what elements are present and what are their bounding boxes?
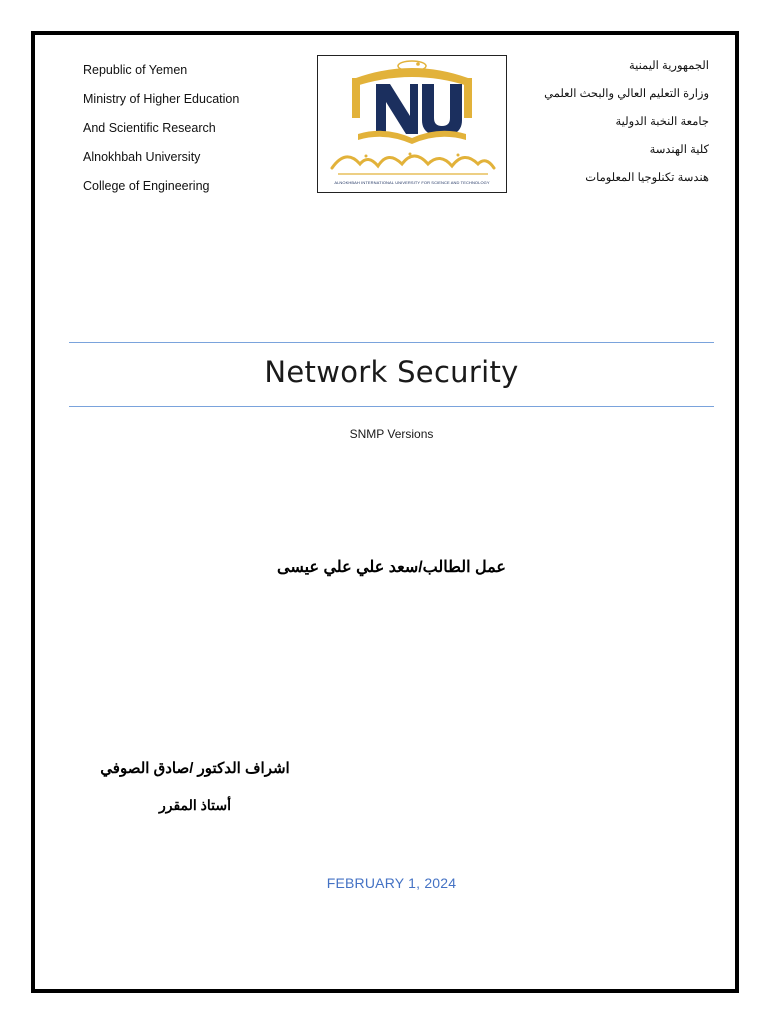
header-english-block [83,63,239,208]
header-arabic-block [544,59,709,199]
header-en-line-4: Alnokhbah University [83,150,201,164]
header-ar-line-2: وزارة التعليم العالي والبحث العلمي [544,88,709,100]
logo-caption: ALNOKHBAH INTERNATIONAL UNIVERSITY FOR SCIENCE AND TECHNOLOGY [334,180,490,185]
document-date: FEBRUARY 1, 2024 [326,875,457,891]
header-ar-line-4: كلية الهندسة [649,144,709,156]
header-en-line-3: And Scientific Research [83,121,216,135]
title-rule-bottom [69,406,714,407]
university-logo-graphic [318,56,506,192]
document-subtitle: SNMP Versions [349,427,434,441]
title-rule-top [69,342,714,343]
student-name: عمل الطالب/سعد علي علي عيسى [277,559,506,576]
header-en-line-2: Ministry of Higher Education [83,92,240,106]
header-ar-line-1: الجمهورية اليمنية [628,60,709,72]
supervisor-role: أستاذ المقرر [158,797,232,813]
document-title: Network Security [264,355,519,389]
header-en-line-5: College of Engineering [83,179,210,193]
supervisor-name: اشراف الدكتور /صادق الصوفي [100,760,290,777]
header-ar-line-5: هندسة تكنلوجيا المعلومات [585,172,709,184]
header-en-line-1: Republic of Yemen [83,63,188,77]
document-page [31,31,739,993]
header-ar-line-3: جامعة النخبة الدولية [615,116,709,128]
university-logo [317,55,507,193]
